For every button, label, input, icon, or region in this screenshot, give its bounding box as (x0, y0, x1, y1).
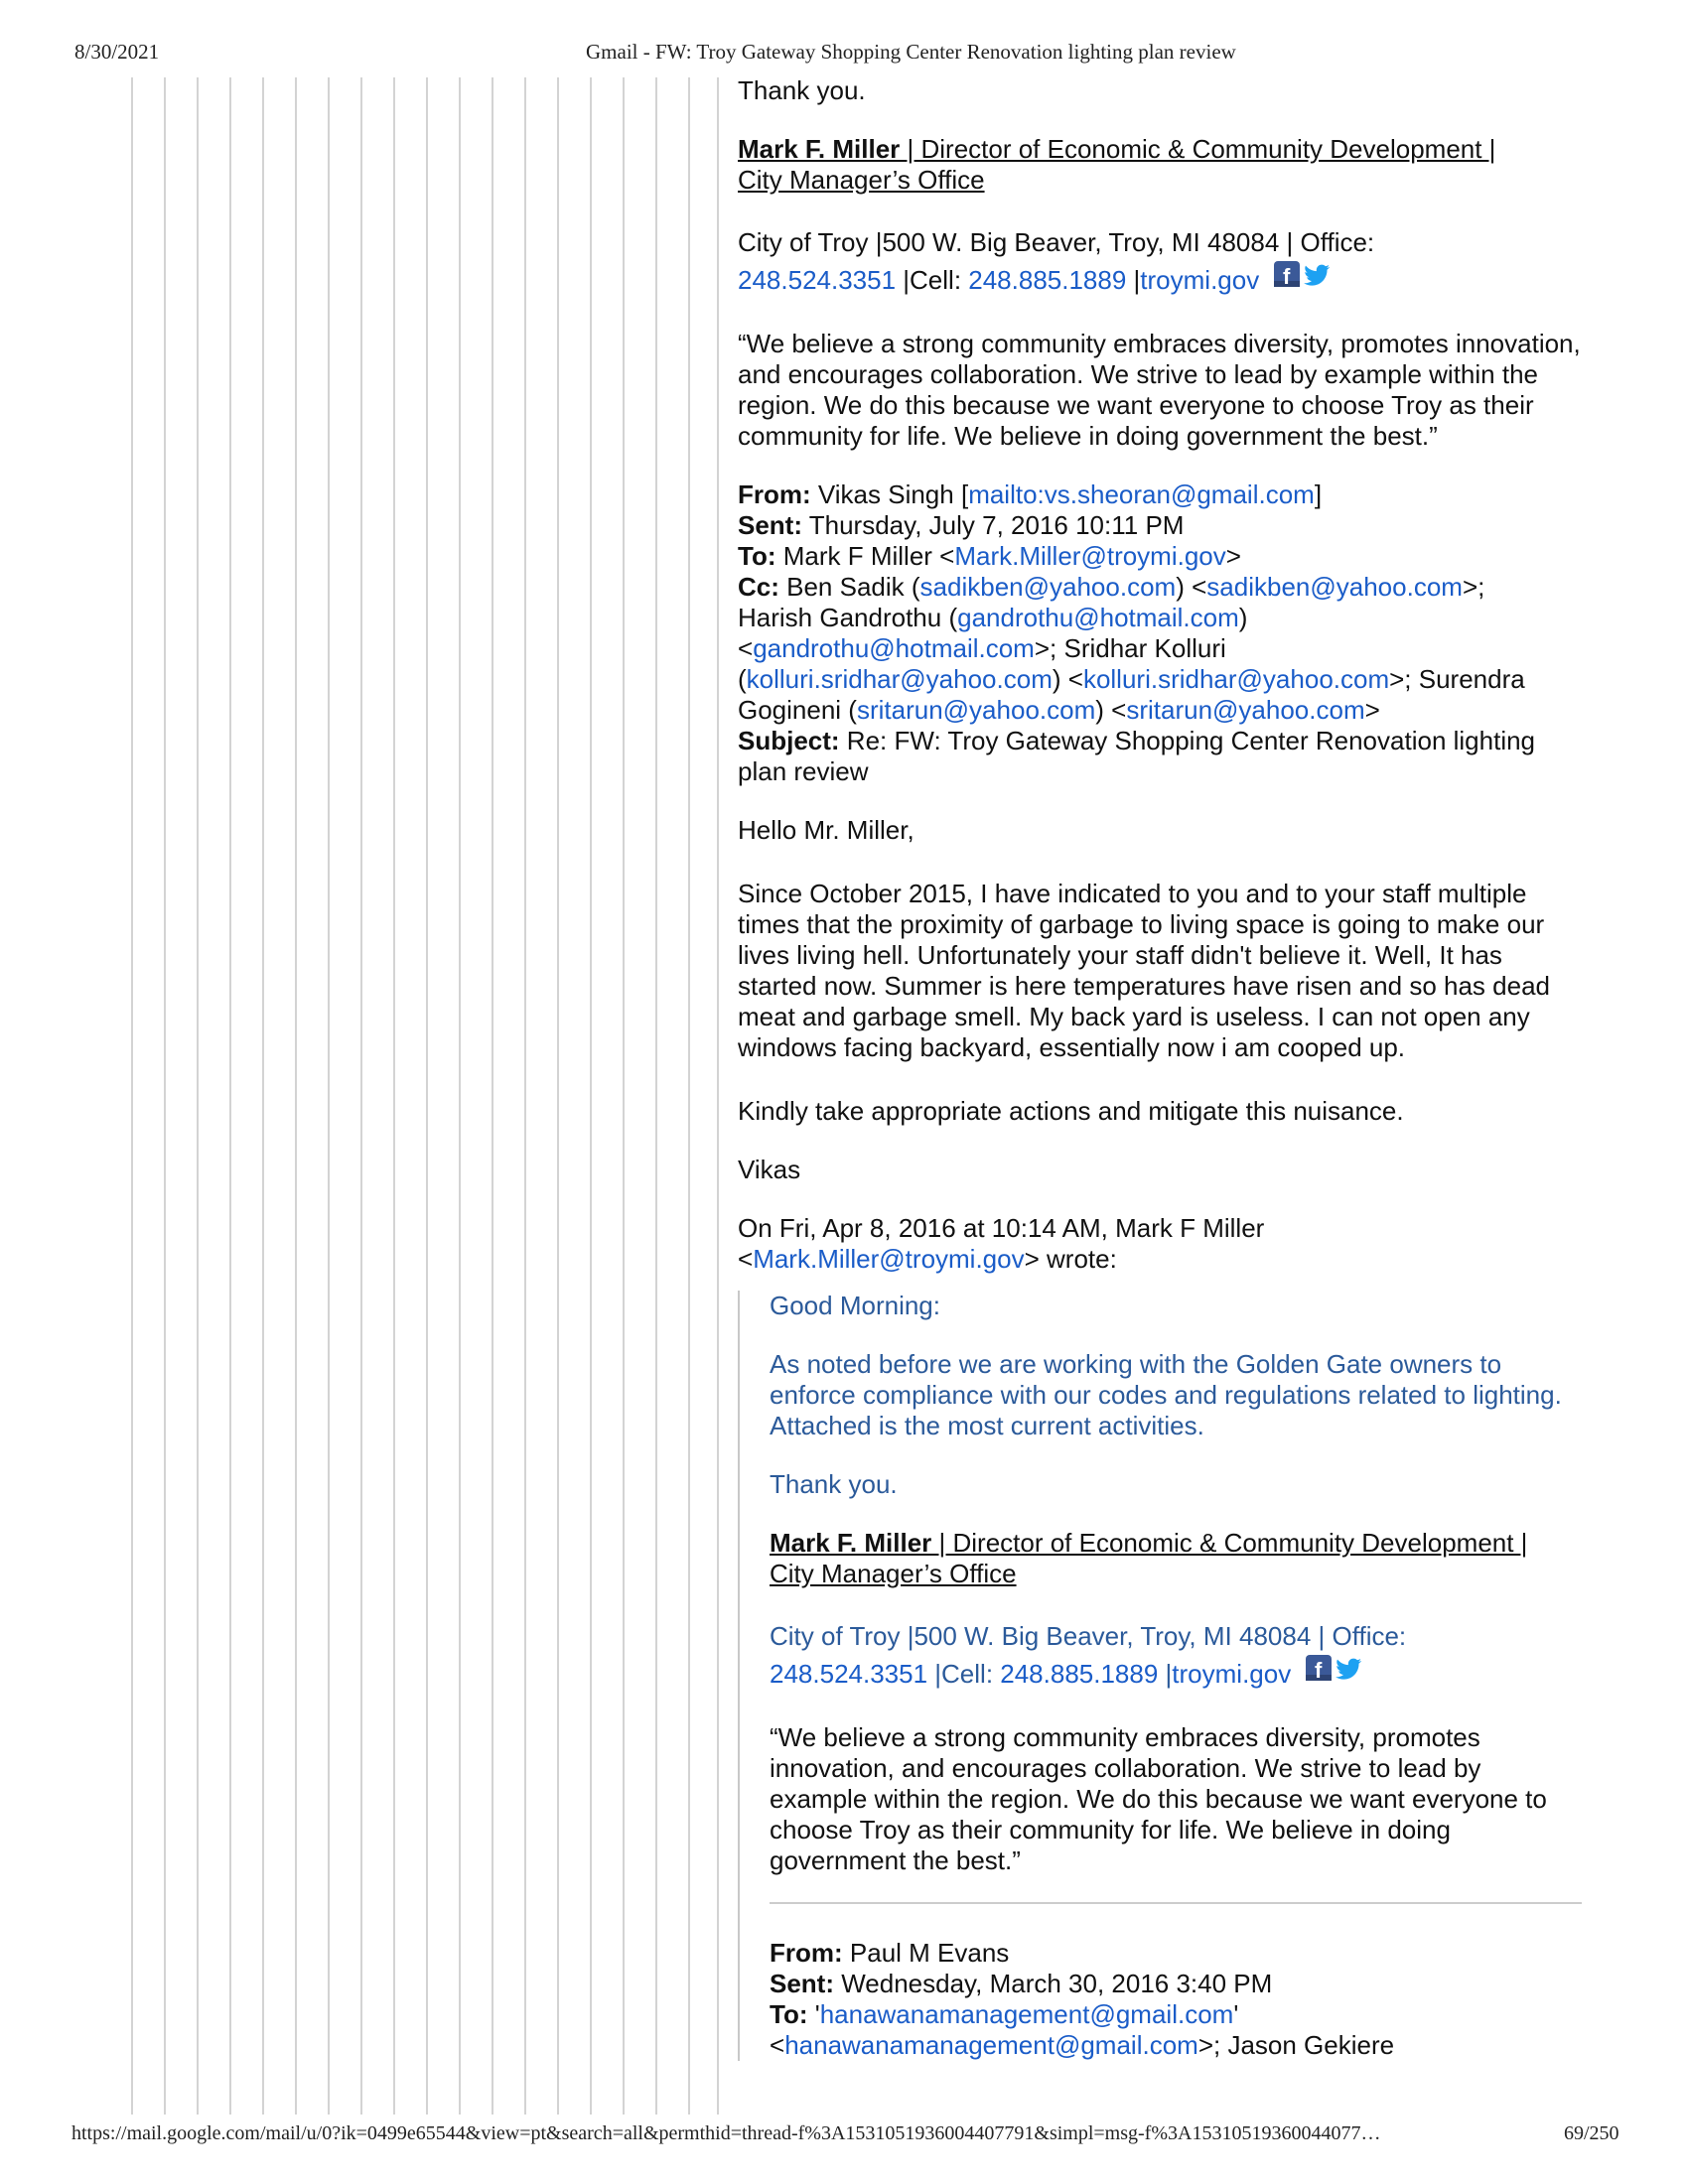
from-mailto-link[interactable]: mailto:vs.sheoran@gmail.com (968, 479, 1315, 509)
facebook-icon[interactable] (1274, 261, 1300, 289)
message-body: Since October 2015, I have indicated to you and to your staff multiple times that the proximity of garbage to living space is going to make our lives living hell. Unfortunately your staff didn't believe it. Well, It has started now. Summer is here temperatures have risen and so has dead meat and garbage smell. My back yard is useless. I can not open any windows facing backyard, essentially now i am cooped up. (738, 879, 1550, 1062)
cc-email-link[interactable]: gandrothu@hotmail.com (957, 603, 1239, 632)
signature-address: City of Troy |500 W. Big Beaver, Troy, MI 48084 | Office: (770, 1621, 1407, 1651)
signature-title: | Director of Economic & Community Development | (907, 134, 1496, 164)
office-phone-link[interactable]: 248.524.3351 (738, 265, 897, 295)
svg-text:f: f (1283, 264, 1291, 289)
signature-name: Mark F. Miller (738, 134, 908, 164)
signature-address: City of Troy |500 W. Big Beaver, Troy, MI 48084 | Office: (738, 227, 1375, 257)
signature-name: Mark F. Miller (770, 1528, 939, 1558)
email-subject: Re: FW: Troy Gateway Shopping Center Renovation lighting plan review (738, 726, 1536, 786)
signature-office: City Manager’s Office (738, 165, 985, 195)
page-number: 69/250 (1564, 2122, 1619, 2144)
cc-email-link[interactable]: sritarun@yahoo.com (1126, 695, 1365, 725)
print-url: https://mail.google.com/mail/u/0?ik=0499e65544&view=pt&search=all&permthid=thread-f%3A1531051936004407791&simpl=msg-f%3A15310519360044077… (71, 2122, 1381, 2144)
quoted-message (738, 1291, 1582, 2061)
message-closing: Kindly take appropriate actions and mitigate this nuisance. (738, 1096, 1404, 1126)
quoted-thanks: Thank you. (770, 1469, 898, 1499)
reply-signature-title (738, 134, 1582, 196)
cc-email-link[interactable]: sadikben@yahoo.com (1206, 572, 1463, 602)
twitter-icon[interactable] (1336, 1659, 1362, 1680)
forwarded-header: From: Vikas Singh [mailto:vs.sheoran@gmail.com] Sent: Thursday, July 7, 2016 10:11 PM To: Mark F Miller <Mark.Miller@troymi.gov> Cc: Ben Sadik (sadikben@yahoo.com) <sadikben@yahoo.com>; Harish Gandrothu (gandrothu@hotmail.com) <gandrothu@hotmail.com>; Sridhar Kolluri (kolluri.sridhar@yahoo.com) <kolluri.sridhar@yahoo.com>; Surendra Gogineni (sritarun@yahoo.com) <sritarun@yahoo.com> Subject: Re: FW: Troy Gateway Shopping Center Renovation lighting plan review (738, 479, 1536, 786)
reply-thanks: Thank you. (738, 75, 866, 105)
reply-signature-motto: “We believe a strong community embraces diversity, promotes innovation, and encourages collaboration. We strive to lead by example within the region. We do this because we want everyone to choose Troy as their community for life. We believe in doing government the best.” (738, 329, 1581, 451)
cc-email-link[interactable]: gandrothu@hotmail.com (753, 633, 1035, 663)
website-link[interactable]: troymi.gov (1140, 265, 1260, 295)
cc-email-link[interactable]: kolluri.sridhar@yahoo.com (746, 664, 1053, 694)
quote-attribution: On Fri, Apr 8, 2016 at 10:14 AM, Mark F Miller <Mark.Miller@troymi.gov> wrote: (738, 1213, 1265, 1274)
print-date: 8/30/2021 (74, 40, 160, 64)
social-icons (1304, 1653, 1365, 1695)
office-phone-link[interactable]: 248.524.3351 (770, 1659, 928, 1689)
cell-phone-link[interactable]: 248.885.1889 (1000, 1659, 1159, 1689)
website-link[interactable]: troymi.gov (1172, 1659, 1292, 1689)
attribution-email-link[interactable]: Mark.Miller@troymi.gov (753, 1244, 1025, 1274)
quote-bar (738, 1291, 740, 2061)
divider (770, 1902, 1582, 1904)
reply-signature-contact: City of Troy |500 W. Big Beaver, Troy, MI 48084 | Office: 248.524.3351 |Cell: 248.885.1889 |troymi.gov f (738, 223, 1582, 301)
message-signoff: Vikas (738, 1155, 801, 1184)
social-icons (1272, 259, 1334, 301)
quoted-signature-title (770, 1528, 1582, 1589)
twitter-icon[interactable] (1305, 265, 1331, 286)
signature-title: | Director of Economic & Community Development | (938, 1528, 1528, 1558)
cc-email-link[interactable]: sadikben@yahoo.com (919, 572, 1177, 602)
cell-phone-link[interactable]: 248.885.1889 (968, 265, 1127, 295)
facebook-icon[interactable] (1306, 1655, 1332, 1683)
quoted-signature-contact: City of Troy |500 W. Big Beaver, Troy, MI 48084 | Office: 248.524.3351 |Cell: 248.885.1889 |troymi.gov f (770, 1617, 1582, 1695)
cc-email-link[interactable]: kolluri.sridhar@yahoo.com (1082, 664, 1390, 694)
cc-email-link[interactable]: sritarun@yahoo.com (856, 695, 1096, 725)
to-email-link[interactable]: Mark.Miller@troymi.gov (954, 541, 1226, 571)
quoted-body: As noted before we are working with the Golden Gate owners to enforce compliance with our codes and regulations related to lighting. Attached is the most current activities. (770, 1349, 1562, 1440)
quoted-signature-motto: “We believe a strong community embraces diversity, promotes innovation, and encourages collaboration. We strive to lead by example within the region. We do this because we want everyone to choose Troy as their community for life. We believe in doing government the best.” (770, 1722, 1547, 1875)
quoted-forward-header: From: Paul M Evans Sent: Wednesday, March 30, 2016 3:40 PM To: 'hanawanamanagement@gmail.com' <hanawanamanagement@gmail.com>; Jason Gekiere (770, 1938, 1395, 2060)
email-content (738, 75, 1582, 2089)
message-greeting: Hello Mr. Miller, (738, 815, 914, 845)
to-email-link[interactable]: hanawanamanagement@gmail.com (784, 2030, 1198, 2060)
quoted-greeting: Good Morning: (770, 1291, 940, 1320)
print-title: Gmail - FW: Troy Gateway Shopping Center Renovation lighting plan review (586, 40, 1236, 64)
svg-text:f: f (1315, 1658, 1323, 1683)
to-email-link[interactable]: hanawanamanagement@gmail.com (819, 1999, 1234, 2029)
signature-office: City Manager’s Office (770, 1559, 1017, 1588)
